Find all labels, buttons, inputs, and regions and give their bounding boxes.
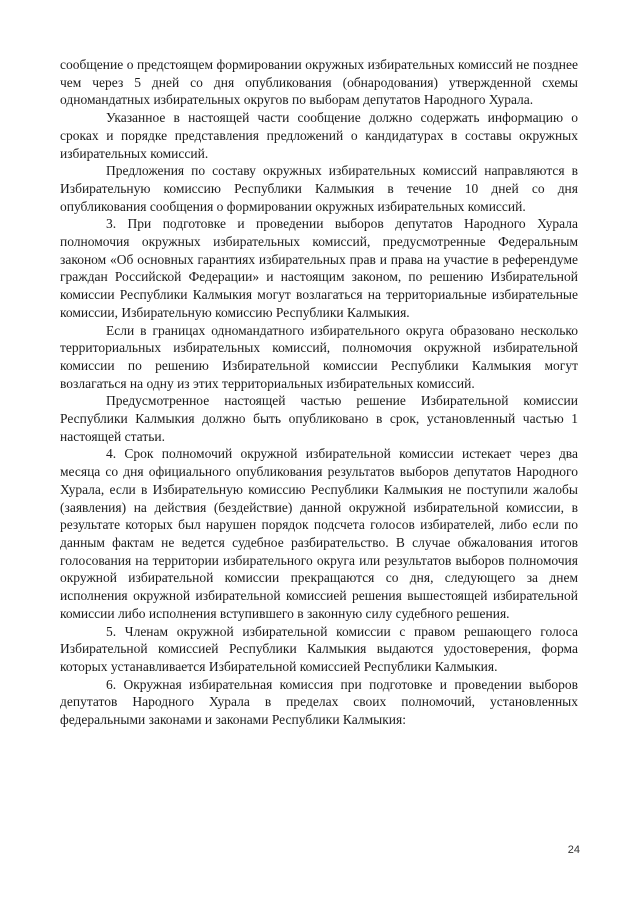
paragraph-9: 6. Окружная избирательная комиссия при подготовке и проведении выборов депутатов Народного Хурала в пределах своих полномочий, установленных федеральными законами и законами Республики Калмыкия: bbox=[60, 676, 578, 728]
paragraph-7: 4. Срок полномочий окружной избирательной комиссии истекает через два месяца со дня официального опубликования результатов выборов депутатов Народного Хурала, если в Избирательную комиссию Республики Калмыкия не поступили жалобы (заявления) на действия (бездействие) данной окружной избирательной комиссии, в результате которых был нарушен порядок подсчета голосов избирателей, либо если по данным фактам не ведется судебное разбирательство. В случае обжалования итогов голосования на территории избирательного округа или результатов выборов полномочия окружной избирательной комиссии прекращаются со дня, следующего за днем исполнения окружной избирательной комиссией решения вышестоящей избирательной комиссии либо исполнения вступившего в законную силу судебного решения. bbox=[60, 446, 578, 621]
page-number: 24 bbox=[567, 844, 580, 856]
body-text bbox=[60, 56, 578, 729]
paragraph-5: Если в границах одномандатного избирательного округа образовано несколько территориальных избирательных комиссий, полномочия окружной избирательной комиссии по решению Избирательной комиссии Республики Калмыкия могут возлагаться на одну из этих территориальных избирательных комиссий. bbox=[60, 322, 578, 391]
paragraph-2: Указанное в настоящей части сообщение должно содержать информацию о сроках и порядке представления предложений о кандидатурах в составы окружных избирательных комиссий. bbox=[60, 110, 578, 161]
paragraph-6: Предусмотренное настоящей частью решение Избирательной комиссии Республики Калмыкия должно быть опубликовано в срок, установленный частью 1 настоящей статьи. bbox=[60, 393, 578, 444]
paragraph-4: 3. При подготовке и проведении выборов депутатов Народного Хурала полномочия окружных избирательных комиссий, предусмотренные Федеральным законом «Об основных гарантиях избирательных прав и права на участие в референдуме граждан Российской Федерации» и настоящим законом, по решению Избирательной комиссии Республики Калмыкия могут возлагаться на территориальные избирательные комиссии, Избирательную комиссию Республики Калмыкия. bbox=[60, 216, 578, 320]
paragraph-8: 5. Членам окружной избирательной комиссии с правом решающего голоса Избирательной комиссией Республики Калмыкия выдаются удостоверения, форма которых устанавливается Избирательной комиссией Республики Калмыкия. bbox=[60, 623, 578, 674]
paragraph-1: сообщение о предстоящем формировании окружных избирательных комиссий не позднее чем через 5 дней со дня опубликования (обнародования) утвержденной схемы одномандатных избирательных округов по выборам депутатов Народного Хурала. bbox=[60, 57, 578, 108]
paragraph-3: Предложения по составу окружных избирательных комиссий направляются в Избирательную комиссию Республики Калмыкия в течение 10 дней со дня опубликования сообщения о формировании окружных избирательных комиссий. bbox=[60, 163, 578, 214]
